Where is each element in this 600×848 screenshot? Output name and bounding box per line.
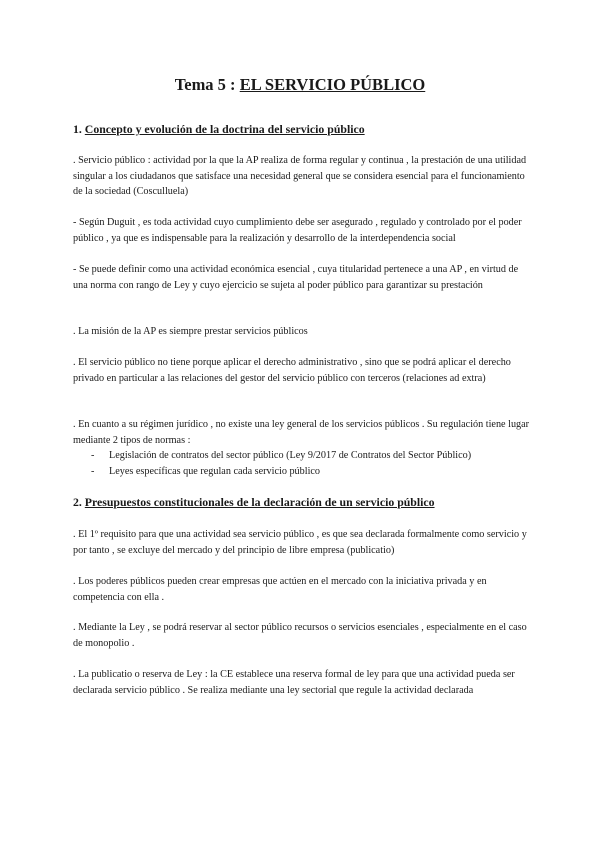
paragraph: . El 1º requisito para que una actividad sea servicio público , es que sea declarada formalmente como servicio y por tanto , se excluye del mercado y del principio de libre empresa (publicatio)	[73, 529, 527, 556]
paragraph: . El servicio público no tiene porque aplicar el derecho administrativo , sino que se podrá aplicar el derecho privado en particular a las relaciones del gestor del servicio público con terceros (relaciones ad extra)	[73, 357, 511, 384]
document-title	[0, 75, 600, 95]
paragraph: . La misión de la AP es siempre prestar servicios públicos	[73, 326, 308, 337]
list-item	[91, 448, 471, 464]
section-2-number: 2.	[73, 495, 85, 509]
paragraph: . Los poderes públicos pueden crear empresas que actúen en el mercado con la iniciativa privada y en competencia con ella .	[73, 576, 487, 603]
section-1-number: 1.	[73, 122, 85, 136]
list-item	[91, 464, 320, 480]
paragraph: . La publicatio o reserva de Ley : la CE establece una reserva formal de ley para que una actividad pueda ser declarada servicio público . Se realiza mediante una ley sectorial que regule la actividad declarada	[73, 669, 515, 696]
section-1-heading	[73, 121, 365, 137]
section-2-heading-text: Presupuestos constitucionales de la declaración de un servicio público	[84, 495, 435, 509]
section-1-heading-text: Concepto y evolución de la doctrina del servicio público	[84, 122, 365, 136]
paragraph: - Según Duguit , es toda actividad cuyo cumplimiento debe ser asegurado , regulado y controlado por el poder público , ya que es indispensable para la realización y desarrollo de la interdependencia social	[73, 217, 522, 244]
paragraph: . Mediante la Ley , se podrá reservar al sector público recursos o servicios esenciales , especialmente en el caso de monopolio .	[73, 622, 527, 649]
list-marker: -	[91, 450, 95, 461]
paragraph: . Servicio público : actividad por la que la AP realiza de forma regular y continua , la prestación de una utilidad singular a los ciudadanos que satisface una necesidad general que se considera esencial para el funcionamiento de la sociedad (Cosculluela)	[73, 155, 527, 198]
paragraph: - Se puede definir como una actividad económica esencial , cuya titularidad pertenece a una AP , en virtud de una norma con rango de Ley y cuyo ejercicio se sujeta al poder público para garantizar su prestación	[73, 264, 519, 291]
list-item-text: Leyes específicas que regulan cada servicio público	[109, 466, 321, 477]
title-prefix: Tema 5 :	[174, 75, 240, 94]
title-main: EL SERVICIO PÚBLICO	[239, 75, 426, 94]
list-item-text: Legislación de contratos del sector público (Ley 9/2017 de Contratos del Sector Público)	[109, 450, 472, 461]
list-marker: -	[91, 466, 95, 477]
paragraph: . En cuanto a su régimen jurídico , no existe una ley general de los servicios públicos . Su regulación tiene lugar mediante 2 tipos de normas :	[73, 419, 530, 446]
section-2-heading	[73, 494, 435, 510]
